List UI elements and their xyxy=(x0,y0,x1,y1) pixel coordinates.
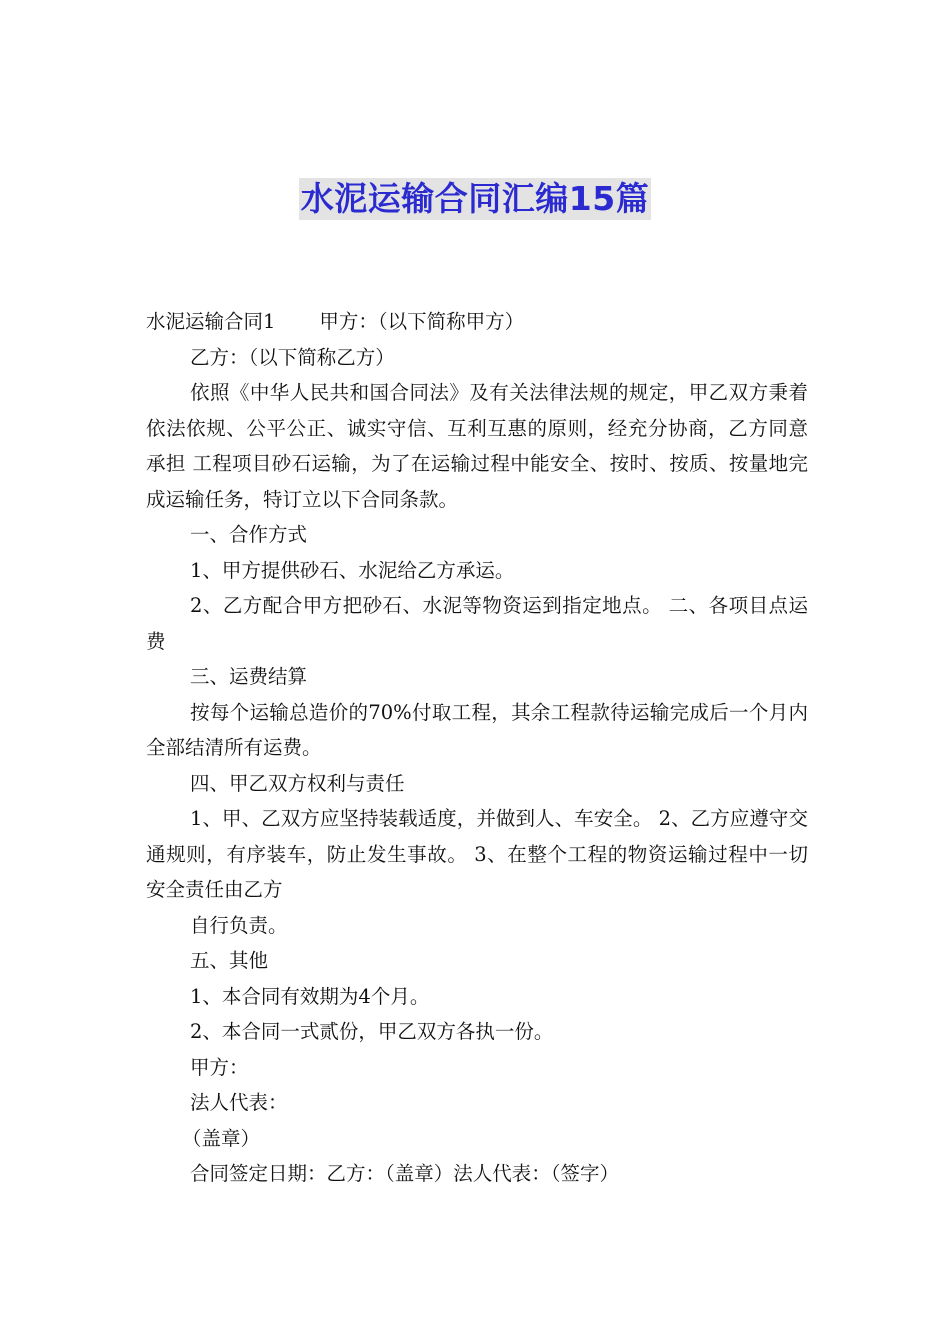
section-heading-other: 五、其他 xyxy=(190,949,269,972)
signature-seal: （盖章） xyxy=(182,1126,261,1150)
clause-5-2: 2、本合同一式贰份，甲乙双方各执一份。 xyxy=(190,1020,554,1043)
clause-rights-continued: 自行负责。 xyxy=(190,913,288,937)
clause-5-1: 1、本合同有效期为4个月。 xyxy=(190,984,430,1008)
section-heading-rights: 四、甲乙双方权利与责任 xyxy=(190,771,405,795)
clause-rights: 1、甲、乙双方应坚持装载适度，并做到人、车安全。 2、乙方应遵守交通规则，有序装车，防止发生事故。 3、在整个工程的物资运输过程中一切安全责任由乙方 xyxy=(146,807,808,901)
paragraph-party-b: 乙方：（以下简称乙方） xyxy=(190,345,395,369)
section-heading-cooperation: 一、合作方式 xyxy=(190,523,308,546)
contract-number-label: 水泥运输合同1 xyxy=(146,310,276,333)
document-title: 水泥运输合同汇编15篇 xyxy=(300,179,650,218)
signature-party-a: 甲方： xyxy=(190,1055,249,1079)
clause-1-2: 2、乙方配合甲方把砂石、水泥等物资运到指定地点。 二、各项目点运费 xyxy=(146,594,808,653)
clause-settlement: 按每个运输总造价的70%付取工程，其余工程款待运输完成后一个月内全部结清所有运费。 xyxy=(146,700,808,759)
section-heading-settlement: 三、运费结算 xyxy=(190,665,308,688)
clause-1-1: 1、甲方提供砂石、水泥给乙方承运。 xyxy=(190,558,515,582)
signature-date-line: 合同签定日期：乙方：（盖章）法人代表：（签字） xyxy=(190,1162,620,1185)
paragraph-heading-contract-1 xyxy=(146,304,808,340)
party-a-intro: 甲方：（以下简称甲方） xyxy=(319,310,525,333)
title-container xyxy=(0,178,950,220)
document-body xyxy=(146,304,808,1192)
paragraph-preamble: 依照《中华人民共和国合同法》及有关法律法规的规定，甲乙双方秉着依法依规、公平公正、诚实守信、互利互惠的原则，经充分协商，乙方同意承担 工程项目砂石运输，为了在运输过程中能安全、按时、按质、按量地完成运输任务，特订立以下合同条款。 xyxy=(146,381,808,511)
signature-legal-rep: 法人代表： xyxy=(190,1091,288,1114)
